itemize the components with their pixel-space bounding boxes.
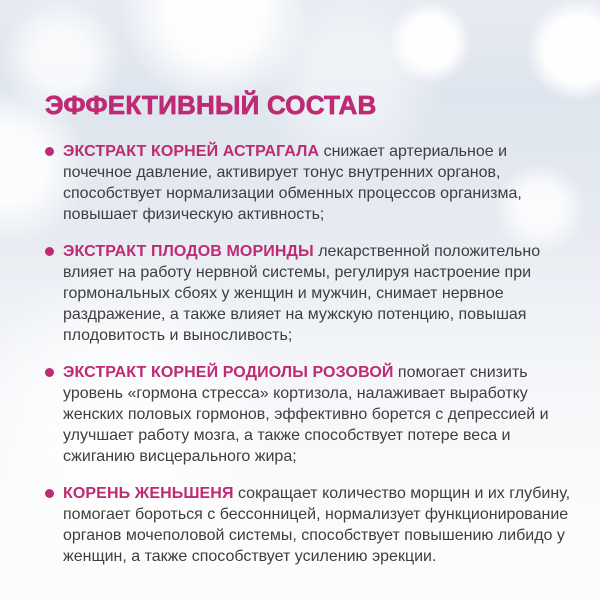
list-item <box>45 141 576 225</box>
ingredient-entry <box>63 241 576 346</box>
bullet-icon <box>45 247 54 256</box>
list-item <box>45 241 576 346</box>
bullet-icon <box>45 489 54 498</box>
ingredient-name: ЭКСТРАКТ КОРНЕЙ РОДИОЛЫ РОЗОВОЙ <box>63 364 394 382</box>
list-item <box>45 483 576 567</box>
ingredient-entry <box>63 483 576 567</box>
ingredient-name: ЭКСТРАКТ ПЛОДОВ МОРИНДЫ <box>63 243 314 261</box>
bullet-icon <box>45 147 54 156</box>
bullet-icon <box>45 368 54 377</box>
ingredient-description: помогает снизить уровень «гормона стресса» кортизола, налаживает выработку женских половых гормонов, эффективно борется с депрессией и улучшает работу мозга, а также способствует потере веса и сжиганию висцерального жира; <box>63 364 549 466</box>
page-title: ЭФФЕКТИВНЫЙ СОСТАВ <box>45 90 377 120</box>
ingredient-description: лекарственной положительно влияет на работу нервной системы, регулируя настроение при гормональных сбоях у женщин и мужчин, снимает нервное раздражение, а также влияет на мужскую потенцию, повышая плодовитость и выносливость; <box>63 243 541 345</box>
list-item <box>45 362 576 467</box>
ingredient-entry <box>63 362 576 467</box>
ingredient-entry <box>63 141 576 225</box>
ingredients-list <box>45 141 576 567</box>
ingredient-description: снижает артериальное и почечное давление, активирует тонус внутренних органов, способствует нормализации обменных процессов организма, повышает физическую активность; <box>63 143 522 224</box>
ingredient-name: КОРЕНЬ ЖЕНЬШЕНЯ <box>63 485 234 503</box>
ingredient-description: сокращает количество морщин и их глубину, помогает бороться с бессонницей, нормализует функционирование органов мочеполовой системы, способствует повышению либидо у женщин, а также способствует усилению эрекции. <box>63 485 571 566</box>
ingredient-name: ЭКСТРАКТ КОРНЕЙ АСТРАГАЛА <box>63 143 320 161</box>
